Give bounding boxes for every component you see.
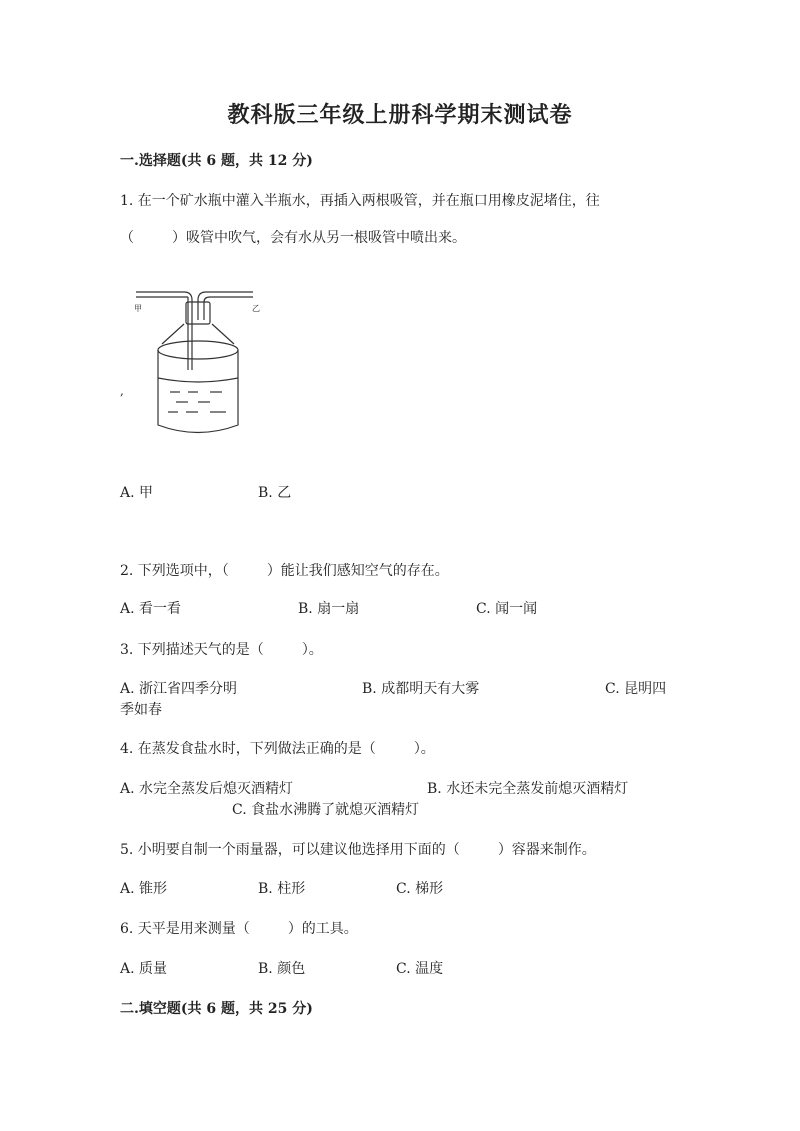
question-1-line-2 [120,227,466,247]
question-4-text-before: 4. 在蒸发食盐水时，下列做法正确的是（ [120,741,376,757]
question-6-option-a[interactable]: A. 质量 [120,961,168,977]
question-2-option-a[interactable]: A. 看一看 [120,601,182,617]
question-5-text-after: ）容器来制作。 [497,842,596,858]
question-1-option-b[interactable]: B. 乙 [258,485,292,501]
question-1-line-1: 1. 在一个矿水瓶中灌入半瓶水，再插入两根吸管，并在瓶口用橡皮泥堵住，往 [120,193,600,209]
question-4-option-a[interactable]: A. 水完全蒸发后熄灭酒精灯 [120,781,294,797]
question-6 [120,918,358,938]
question-2 [120,560,449,580]
question-2-option-b[interactable]: B. 扇一扇 [298,601,360,617]
question-4 [120,738,435,758]
question-3-text-before: 3. 下列描述天气的是（ [120,642,264,658]
question-5 [120,839,596,859]
question-3 [120,639,323,659]
figure-label-right: 乙 [252,304,260,313]
question-6-text-before: 6. 天平是用来测量（ [120,921,250,937]
question-2-text-before: 2. 下列选项中，（ [120,563,229,579]
question-4-option-b[interactable]: B. 水还未完全蒸发前熄灭酒精灯 [427,781,629,797]
section-heading-fill-in: 二.填空题(共 6 题，共 25 分) [120,1001,313,1017]
question-4-option-c[interactable]: C. 食盐水沸腾了就熄灭酒精灯 [232,802,420,818]
question-6-option-c[interactable]: C. 温度 [396,961,444,977]
question-2-option-c[interactable]: C. 闻一闻 [476,601,538,617]
question-5-option-b[interactable]: B. 柱形 [258,881,306,897]
question-6-text-after: ）的工具。 [287,921,358,937]
question-1-text-after: ）吸管中吹气，会有水从另一根吸管中喷出来。 [172,230,466,246]
question-5-text-before: 5. 小明要自制一个雨量器，可以建议他选择用下面的（ [120,842,460,858]
question-3-text-after: ）。 [301,642,323,658]
question-3-option-a[interactable]: A. 浙江省四季分明 [120,681,238,697]
question-6-option-b[interactable]: B. 颜色 [258,961,306,977]
question-3-option-c[interactable]: C. 昆明四 [605,681,667,697]
figure-label-left: 甲 [134,304,142,313]
figure-stray-mark: , [120,384,124,398]
page-title: 教科版三年级上册科学期末测试卷 [227,102,573,128]
question-1-blank-open: （ [120,230,134,246]
question-5-option-c[interactable]: C. 梯形 [396,881,444,897]
question-1-option-a[interactable]: A. 甲 [120,485,154,501]
question-5-option-a[interactable]: A. 锥形 [120,881,168,897]
question-3-option-b[interactable]: B. 成都明天有大雾 [362,681,480,697]
section-heading-choice: 一.选择题(共 6 题，共 12 分) [120,153,313,169]
question-4-text-after: ）。 [413,741,435,757]
question-2-text-after: ）能让我们感知空气的存在。 [266,563,449,579]
question-3-option-c-wrap: 季如春 [120,702,162,718]
